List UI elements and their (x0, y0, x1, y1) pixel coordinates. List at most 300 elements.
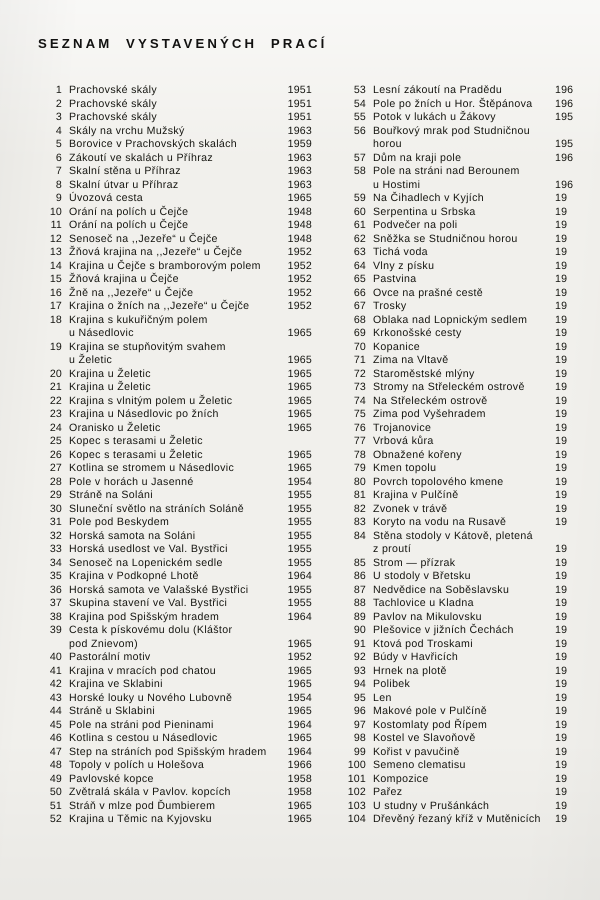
entry-number: 102 (347, 786, 366, 798)
entry-year: 1965 (287, 732, 312, 744)
catalogue-entry (36, 476, 314, 490)
entry-year: 19 (555, 502, 568, 515)
entry-title: Pole v horách u Jasenné (69, 475, 194, 488)
entry-number: 6 (55, 151, 62, 164)
catalogue-entry (36, 341, 314, 355)
catalogue-entry (340, 719, 600, 733)
catalogue-entry (340, 246, 600, 260)
entry-year: 19 (555, 192, 568, 204)
entry-year: 19 (555, 732, 568, 744)
entry-number: 30 (49, 502, 62, 515)
catalogue-entry (36, 287, 314, 301)
catalogue-entry (340, 638, 600, 652)
catalogue-entry (340, 381, 600, 395)
right-column (340, 84, 600, 827)
entry-year: 19 (555, 516, 568, 528)
entry-number: 25 (49, 435, 62, 447)
entry-title: Plešovice v jižních Čechách (373, 624, 514, 636)
entry-title: Pastorální motiv (69, 651, 151, 663)
entry-number: 50 (49, 786, 62, 798)
catalogue-entry (36, 138, 314, 152)
entry-title: Kotlina s cestou u Násedlovic (69, 732, 218, 744)
catalogue-entry (36, 597, 314, 611)
entry-title: Kopec s terasami u Želetic (69, 448, 203, 461)
entry-year: 19 (555, 678, 568, 690)
entry-title: Kopanice (373, 340, 420, 353)
entry-year: 196 (555, 97, 574, 110)
entry-number: 37 (49, 597, 62, 609)
catalogue-entry (340, 111, 600, 125)
entry-year: 1965 (287, 421, 312, 434)
entry-number: 99 (353, 745, 366, 758)
entry-year: 19 (555, 664, 568, 677)
entry-number: 13 (49, 246, 62, 258)
entry-number: 26 (49, 448, 62, 461)
entry-number: 68 (353, 313, 366, 326)
entry-title: Nedvědice na Soběslavsku (373, 583, 510, 596)
entry-year: 1952 (287, 651, 312, 663)
entry-year: 1952 (287, 286, 312, 299)
entry-number: 8 (55, 178, 62, 191)
entry-title: Krajina v Podkopné Lhotě (69, 570, 199, 582)
entry-year: 1954 (287, 691, 312, 704)
entry-year: 19 (555, 705, 568, 717)
catalogue-entry (36, 813, 314, 827)
page-title: SEZNAM VYSTAVENÝCH PRACÍ (38, 36, 328, 51)
entry-number: 97 (353, 718, 366, 731)
entry-number: 3 (55, 111, 62, 123)
entry-title: Krajina u Čejče s bramborovým polem (69, 259, 261, 272)
catalogue-entry (36, 570, 314, 584)
catalogue-entry (36, 219, 314, 233)
catalogue-entry (36, 125, 314, 139)
entry-title: Kostel ve Slavoňově (373, 732, 476, 744)
entry-year: 1951 (287, 84, 312, 96)
entry-number: 75 (353, 408, 366, 420)
catalogue-entry (36, 786, 314, 800)
entry-year: 1966 (287, 759, 312, 771)
entry-year: 19 (555, 435, 568, 447)
entry-year: 1965 (287, 192, 312, 204)
entry-title: Krajina pod Spišským hradem (69, 610, 220, 623)
entry-year: 19 (555, 651, 568, 663)
entry-title: Krajina se stupňovitým svahem (69, 340, 226, 353)
entry-number: 11 (50, 219, 62, 231)
catalogue-entry (340, 449, 600, 463)
entry-year: 19 (555, 408, 568, 420)
entry-title: Potok v lukách u Žákovy (373, 111, 496, 123)
entry-title: Dům na kraji pole (373, 151, 462, 164)
entry-title: Kostomlaty pod Řípem (373, 718, 488, 731)
catalogue-entry-continuation (36, 354, 314, 368)
entry-number: 82 (353, 502, 366, 515)
entry-year: 19 (555, 475, 568, 488)
entry-year: 1963 (287, 165, 312, 177)
entry-title: Vlny z písku (373, 259, 435, 272)
entry-title: Podvečer na poli (373, 219, 458, 231)
entry-title: Senoseč na Lopenickém sedle (69, 556, 223, 569)
entry-year: 1965 (287, 327, 312, 339)
catalogue-entry (36, 611, 314, 625)
entry-title-continued: u Násedlovic (69, 327, 134, 339)
catalogue-entry (36, 746, 314, 760)
entry-number: 17 (49, 300, 62, 312)
entry-number: 20 (49, 367, 62, 380)
entry-year: 19 (555, 300, 568, 312)
catalogue-entry (36, 449, 314, 463)
entry-number: 18 (49, 313, 62, 326)
entry-number: 55 (353, 111, 366, 123)
entry-year: 1965 (287, 354, 312, 366)
entry-title: Trosky (373, 300, 407, 312)
entry-year: 19 (555, 759, 568, 771)
entry-number: 60 (353, 205, 366, 218)
catalogue-entry (36, 732, 314, 746)
catalogue-entry (36, 584, 314, 598)
entry-year: 19 (555, 813, 568, 825)
entry-year: 1963 (287, 178, 312, 191)
entry-title: Horská samota ve Valašské Bystřici (69, 583, 249, 596)
entry-title: Krajina ve Sklabini (69, 678, 163, 690)
entry-title: Oranisko u Želetic (69, 421, 161, 434)
entry-year: 19 (555, 286, 568, 299)
catalogue-entry (36, 206, 314, 220)
entry-number: 84 (353, 529, 366, 542)
entry-title: Stromy na Střeleckém ostrově (373, 381, 525, 393)
entry-number: 80 (353, 475, 366, 488)
entry-title: Pastvina (373, 273, 417, 285)
catalogue-entry (340, 489, 600, 503)
catalogue-entry (340, 570, 600, 584)
entry-number: 39 (49, 624, 62, 636)
catalogue-entry (340, 435, 600, 449)
entry-title: Žňová krajina u Čejče (69, 273, 179, 285)
entry-year: 1952 (287, 259, 312, 272)
entry-number: 78 (353, 448, 366, 461)
entry-number: 24 (49, 421, 62, 434)
entry-title: Serpentina u Srbska (373, 205, 476, 218)
catalogue-entry (36, 233, 314, 247)
catalogue-entry (340, 692, 600, 706)
entry-year: 1965 (287, 448, 312, 461)
entry-title: Step na stráních pod Spišským hradem (69, 745, 267, 758)
entry-title-continued: z proutí (373, 543, 412, 555)
catalogue-entry (340, 665, 600, 679)
entry-title: Žňová krajina na ,,Jezeře“ u Čejče (69, 246, 243, 258)
entry-title: Kořist v pavučině (373, 745, 460, 758)
catalogue-entry (340, 219, 600, 233)
entry-number: 41 (49, 664, 62, 677)
entry-year: 1964 (287, 745, 312, 758)
entry-title: Skalní útvar u Příhraz (69, 178, 179, 191)
entry-number: 79 (353, 462, 366, 474)
entry-number: 56 (353, 124, 366, 137)
entry-title: Koryto na vodu na Rusavě (373, 516, 507, 528)
catalogue-entry (340, 557, 600, 571)
entry-number: 33 (49, 543, 62, 555)
catalogue-entry (340, 98, 600, 112)
entry-title: Dřevěný řezaný kříž v Mutěnicích (373, 813, 541, 825)
catalogue-entry (340, 233, 600, 247)
catalogue-entry (340, 584, 600, 598)
entry-number: 85 (353, 556, 366, 569)
entry-year: 19 (555, 624, 568, 636)
entry-year: 1955 (287, 583, 312, 596)
entry-year: 1964 (287, 718, 312, 731)
catalogue-entry (340, 503, 600, 517)
catalogue-entry (340, 165, 600, 179)
entry-number: 7 (55, 165, 62, 177)
entry-number: 91 (353, 637, 366, 650)
catalogue-entry (340, 395, 600, 409)
catalogue-entry (340, 624, 600, 638)
catalogue-entry (36, 543, 314, 557)
entry-number: 58 (353, 165, 366, 177)
entry-title-continued: pod Znievom) (69, 637, 138, 650)
entry-year: 1965 (287, 367, 312, 380)
entry-number: 63 (353, 246, 366, 258)
entry-year: 19 (555, 570, 568, 582)
entry-title: Vrbová kůra (373, 435, 434, 447)
catalogue-entry-continuation (340, 543, 600, 557)
catalogue-entry (36, 300, 314, 314)
entry-year: 19 (555, 489, 568, 501)
entry-number: 51 (49, 799, 62, 812)
entry-title: Búdy v Havřicích (373, 651, 459, 663)
catalogue-entry (36, 152, 314, 166)
entry-number: 5 (55, 138, 62, 150)
entry-number: 43 (49, 691, 62, 704)
entry-title: Úvozová cesta (69, 192, 144, 204)
entry-title: Krajina o žních na ,,Jezeře“ u Čejče (69, 300, 250, 312)
entry-title: Tachlovice u Kladna (373, 597, 474, 609)
left-column (36, 84, 314, 827)
entry-number: 100 (347, 759, 366, 771)
catalogue-entry (36, 435, 314, 449)
entry-number: 15 (49, 273, 62, 285)
entry-number: 2 (55, 97, 62, 110)
catalogue-entry (36, 260, 314, 274)
entry-title: Sněžka se Studničnou horou (373, 232, 518, 245)
entry-title: Pavlov na Mikulovsku (373, 610, 482, 623)
entry-number: 23 (49, 408, 62, 420)
entry-title: Len (373, 691, 392, 704)
catalogue-entry (340, 746, 600, 760)
entry-year: 19 (555, 219, 568, 231)
entry-title: Semeno clematisu (373, 759, 466, 771)
entry-title: Skupina stavení ve Val. Bystřici (69, 597, 228, 609)
entry-number: 71 (353, 354, 366, 366)
entry-year: 19 (555, 556, 568, 569)
entry-number: 45 (49, 718, 62, 731)
catalogue-entry (36, 98, 314, 112)
entry-title: Na Střeleckém ostrově (373, 394, 488, 407)
entry-title: Lesní zákoutí na Pradědu (373, 84, 503, 96)
entry-year: 19 (555, 691, 568, 704)
catalogue-entry (36, 557, 314, 571)
entry-title: Orání na polích u Čejče (69, 219, 189, 231)
entry-number: 76 (353, 421, 366, 434)
entry-number: 32 (49, 529, 62, 542)
entry-number: 62 (353, 232, 366, 245)
entry-year: 19 (555, 327, 568, 339)
entry-title: Ktová pod Troskami (373, 637, 473, 650)
catalogue-entry-continuation (36, 638, 314, 652)
entry-number: 48 (49, 759, 62, 771)
entry-number: 90 (353, 624, 366, 636)
entry-title: Zvonek v trávě (373, 502, 448, 515)
entry-title: U studny v Prušánkách (373, 799, 490, 812)
entry-year: 19 (555, 543, 568, 555)
entry-number: 72 (353, 367, 366, 380)
entry-title: Orání na polích u Čejče (69, 205, 189, 218)
entry-title: Obnažené kořeny (373, 448, 462, 461)
entry-year: 19 (555, 421, 568, 434)
catalogue-entry (340, 786, 600, 800)
entry-title: Pole na stráni pod Pieninami (69, 718, 214, 731)
catalogue-entry (36, 503, 314, 517)
entry-title: Hrnek na plotě (373, 664, 447, 677)
entry-title: Horská usedlost ve Val. Bystřici (69, 543, 228, 555)
entry-year: 19 (555, 772, 568, 785)
entry-year: 19 (555, 610, 568, 623)
catalogue-entry (340, 773, 600, 787)
catalogue-entry (36, 408, 314, 422)
entry-title: Oblaka nad Lopnickým sedlem (373, 313, 528, 326)
entry-title: Zákoutí ve skalách u Příhraz (69, 151, 214, 164)
entry-title: Ovce na prašné cestě (373, 286, 484, 299)
entry-number: 61 (353, 219, 366, 231)
entry-number: 66 (353, 286, 366, 299)
entry-year: 1965 (287, 394, 312, 407)
entry-number: 74 (353, 394, 366, 407)
entry-year: 1948 (287, 219, 312, 231)
entry-title-continued: u Hostimi (373, 178, 421, 191)
entry-year: 19 (555, 786, 568, 798)
catalogue-entry (340, 206, 600, 220)
entry-year: 19 (555, 799, 568, 812)
catalogue-entry (340, 516, 600, 530)
catalogue-entry (340, 368, 600, 382)
entry-title: Prachovské skály (69, 111, 158, 123)
entry-year: 196 (555, 178, 574, 191)
catalogue-entry (36, 530, 314, 544)
entry-title: Na Čihadlech v Kyjích (373, 192, 484, 204)
entry-year: 19 (555, 718, 568, 731)
entry-year: 1955 (287, 502, 312, 515)
catalogue-entry (340, 152, 600, 166)
catalogue-entry (340, 813, 600, 827)
entry-number: 12 (49, 232, 62, 245)
catalogue-entry (36, 692, 314, 706)
entry-title: Trojanovice (373, 421, 432, 434)
entry-year: 1948 (287, 232, 312, 245)
entry-number: 19 (49, 340, 62, 353)
entry-year: 19 (555, 394, 568, 407)
catalogue-entry (36, 395, 314, 409)
entry-year: 19 (555, 246, 568, 258)
entry-number: 46 (49, 732, 62, 744)
entry-year: 19 (555, 232, 568, 245)
entry-number: 96 (353, 705, 366, 717)
catalogue-entry (340, 422, 600, 436)
entry-year: 19 (555, 448, 568, 461)
entry-number: 70 (353, 340, 366, 353)
entry-year: 1958 (287, 786, 312, 798)
catalogue-entry (36, 192, 314, 206)
catalogue-entry (340, 651, 600, 665)
catalogue-entry-continuation (36, 327, 314, 341)
entry-number: 47 (49, 745, 62, 758)
entry-title: Krajina v Pulčíně (373, 489, 459, 501)
entry-year: 1958 (287, 772, 312, 785)
catalogue-entry (36, 111, 314, 125)
catalogue-entry (36, 705, 314, 719)
entry-number: 81 (353, 489, 366, 501)
catalogue-entry (36, 719, 314, 733)
catalogue-entry (36, 273, 314, 287)
entry-title-continued: horou (373, 138, 402, 150)
catalogue-entry (36, 368, 314, 382)
entry-title: U stodoly v Břetsku (373, 570, 471, 582)
entry-number: 40 (49, 651, 62, 663)
catalogue-entry (36, 246, 314, 260)
entry-number: 92 (353, 651, 366, 663)
entry-year: 19 (555, 205, 568, 218)
entry-number: 65 (353, 273, 366, 285)
entry-title: Stráň v mlze pod Ďumbierem (69, 799, 216, 812)
entry-year: 1948 (287, 205, 312, 218)
catalogue-entry (36, 165, 314, 179)
catalogue-entry (36, 489, 314, 503)
entry-number: 49 (49, 772, 62, 785)
entry-year: 1955 (287, 516, 312, 528)
entry-year: 1951 (287, 111, 312, 123)
entry-year: 1965 (287, 637, 312, 650)
entry-year: 19 (555, 637, 568, 650)
catalogue-entry (340, 408, 600, 422)
entry-title: Horské louky u Nového Lubovně (69, 691, 233, 704)
entry-year: 19 (555, 462, 568, 474)
entry-title: Stráně na Soláni (69, 489, 153, 501)
entry-year: 19 (555, 597, 568, 609)
entry-year: 1952 (287, 300, 312, 312)
entry-number: 27 (49, 462, 62, 474)
entry-year: 19 (555, 313, 568, 326)
catalogue-entry (340, 300, 600, 314)
entry-title: Cesta k pískovému dolu (Kláštor (69, 624, 233, 636)
entry-title: Sluneční světlo na stráních Soláně (69, 502, 245, 515)
entry-number: 9 (55, 192, 62, 204)
catalogue-entry (340, 341, 600, 355)
entry-year: 19 (555, 745, 568, 758)
catalogue-entry-continuation (340, 179, 600, 193)
entry-year: 1965 (287, 381, 312, 393)
entry-title: Pařez (373, 786, 403, 798)
entry-title: Pole na stráni nad Berounem (373, 165, 520, 177)
entry-number: 98 (353, 732, 366, 744)
entry-title: Kompozice (373, 772, 429, 785)
entry-title: Makové pole v Pulčíně (373, 705, 487, 717)
entry-year: 195 (555, 111, 574, 123)
entry-year: 19 (555, 259, 568, 272)
catalogue-entry (36, 665, 314, 679)
entry-number: 1 (55, 84, 62, 96)
entry-year: 1955 (287, 597, 312, 609)
catalogue-entry-continuation (340, 138, 600, 152)
catalogue-entry (36, 462, 314, 476)
entry-number: 42 (49, 678, 62, 690)
